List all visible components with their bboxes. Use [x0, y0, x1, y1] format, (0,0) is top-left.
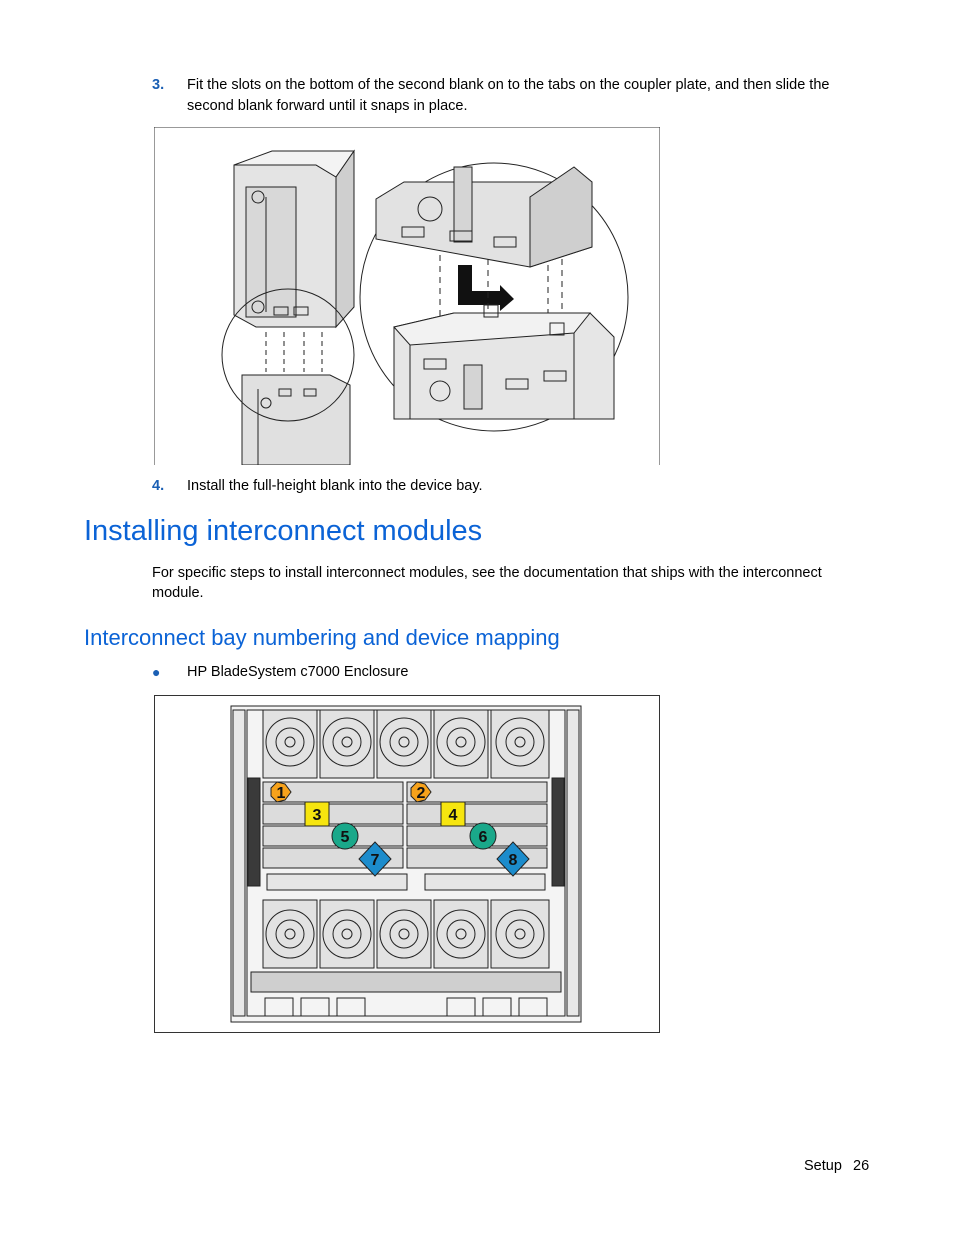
- bay-label-8: 8: [508, 852, 518, 869]
- bay-label-5: 5: [340, 829, 350, 846]
- bullet-icon: ●: [152, 664, 161, 680]
- blank-installation-illustration: [154, 127, 660, 465]
- bay-label-6: 6: [478, 829, 488, 846]
- list-item-text: HP BladeSystem c7000 Enclosure: [187, 664, 409, 680]
- enclosure-figure: [154, 695, 660, 1033]
- footer-section: Setup: [804, 1158, 842, 1174]
- step-text: Fit the slots on the bottom of the second blank on to the tabs on the coupler plate, and then slide the second blank forward until it snaps in place.: [187, 77, 830, 114]
- section-paragraph: For specific steps to install interconnect modules, see the documentation that ships with the interconnect module.: [152, 565, 822, 601]
- bay-label-2: 2: [416, 785, 426, 802]
- page-number: 26: [853, 1158, 870, 1174]
- step-number: 3.: [152, 77, 165, 93]
- section-heading: Installing interconnect modules: [84, 515, 483, 547]
- bay-label-3: 3: [312, 807, 322, 824]
- bay-label-7: 7: [370, 852, 380, 869]
- blank-installation-figure: [154, 127, 660, 465]
- bay-label-1: 1: [276, 785, 286, 802]
- bay-label-4: 4: [448, 807, 458, 824]
- enclosure-rear-illustration: [155, 696, 659, 1032]
- step-number: 4.: [152, 478, 165, 494]
- step-text: Install the full-height blank into the device bay.: [187, 478, 483, 494]
- subsection-heading: Interconnect bay numbering and device mapping: [84, 625, 560, 650]
